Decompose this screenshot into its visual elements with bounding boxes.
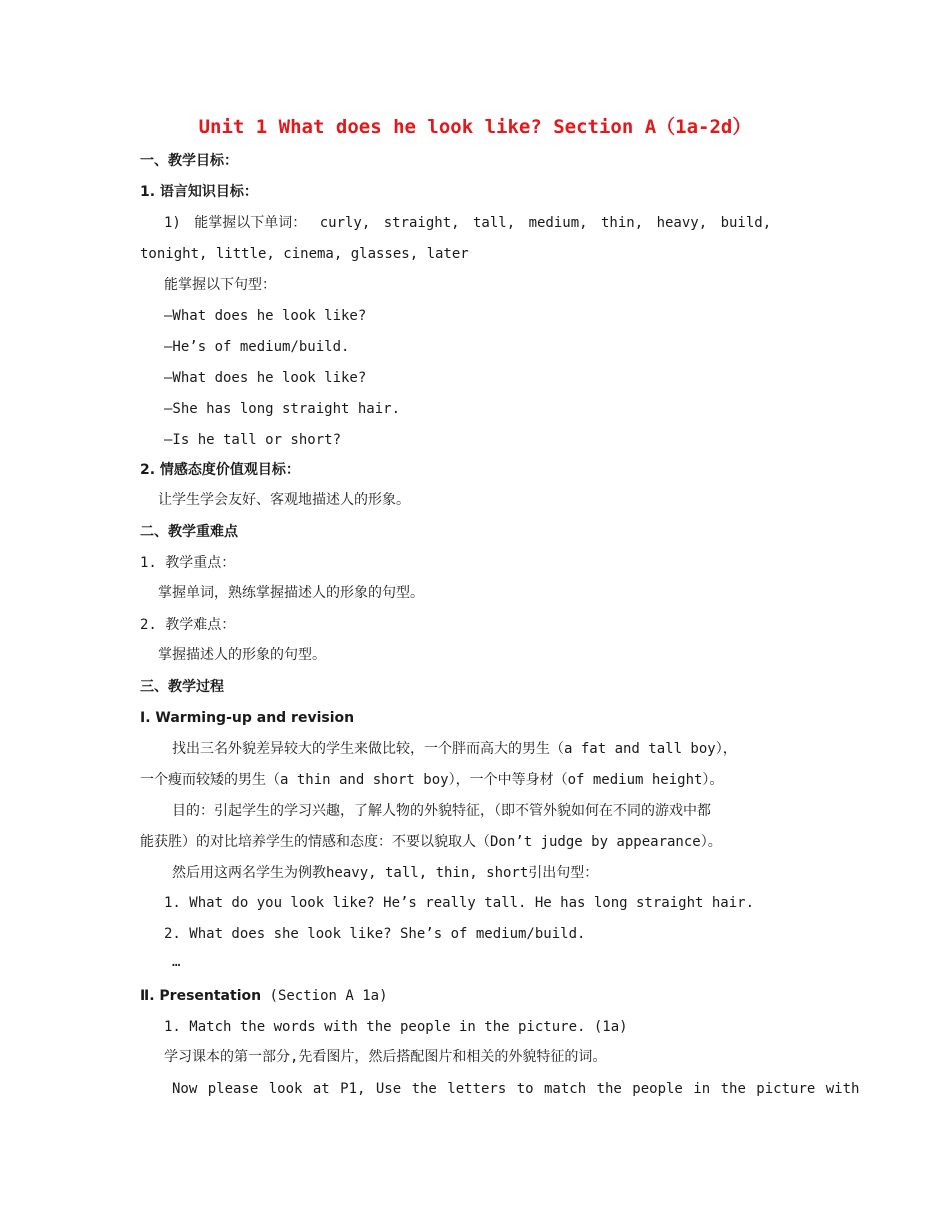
document-title: Unit 1 What does he look like? Section A（1a-2d）	[198, 116, 752, 138]
section-heading-process: 三、教学过程	[140, 679, 224, 695]
vocab-line-1: 1) 能掌握以下单词： curly, straight, tall, medium, thin, heavy, build,	[164, 215, 772, 231]
subheading-language-goals: 1. 语言知识目标：	[140, 184, 258, 200]
pattern-line: —She has long straight hair.	[164, 401, 401, 417]
step-heading-warming-up: Ⅰ. Warming-up and revision	[140, 710, 355, 726]
vocab-line-2: tonight, little, cinema, glasses, later	[140, 246, 469, 262]
paragraph-text: 能获胜）的对比培养学生的情感和态度：不要以貌取人（Don’t judge by appearance）。	[140, 834, 722, 850]
pattern-line: —He’s of medium/build.	[164, 339, 350, 355]
pattern-line: —Is he tall or short?	[164, 432, 342, 448]
paragraph-text: 目的：引起学生的学习兴趣，了解人物的外貌特征，（即不管外貌如何在不同的游戏中都	[172, 803, 711, 819]
example-sentence: 2. What does she look like? She’s of medium/build.	[164, 926, 586, 942]
pattern-line: —What does he look like?	[164, 308, 367, 324]
step-heading-presentation	[140, 986, 388, 1006]
example-sentence: 1. What do you look like? He’s really tall. He has long straight hair.	[164, 895, 755, 911]
paragraph-text: 掌握单词，熟练掌握描述人的形象的句型。	[158, 585, 424, 601]
section-heading-key-points: 二、教学重难点	[140, 524, 238, 540]
subheading-difficulty: 2. 教学难点：	[140, 617, 236, 633]
step-heading-note: (Section A 1a)	[261, 988, 388, 1004]
ellipsis: …	[172, 954, 181, 970]
sentence-patterns-label: 能掌握以下句型：	[164, 277, 276, 293]
paragraph-text: 掌握描述人的形象的句型。	[158, 647, 326, 663]
paragraph-text: 一个瘦而较矮的男生（a thin and short boy），一个中等身材（of medium height）。	[140, 772, 724, 788]
paragraph-text: 让学生学会友好、客观地描述人的形象。	[158, 492, 410, 508]
step-heading-label: Ⅱ. Presentation	[140, 988, 262, 1004]
subheading-focus: 1. 教学重点：	[140, 555, 236, 571]
section-heading-objectives: 一、教学目标：	[140, 153, 238, 169]
paragraph-text: 找出三名外貌差异较大的学生来做比较，一个胖而高大的男生（a fat and tall boy），	[172, 741, 737, 757]
paragraph-text: 学习课本的第一部分,先看图片，然后搭配图片和相关的外貌特征的词。	[164, 1049, 607, 1065]
instruction-line: 1. Match the words with the people in the picture. (1a)	[164, 1019, 628, 1035]
subheading-emotional-goals: 2. 情感态度价值观目标：	[140, 462, 300, 478]
paragraph-text: 然后用这两名学生为例教heavy, tall, thin, short引出句型：	[172, 865, 599, 881]
paragraph-text: Now please look at P1, Use the letters to match the people in the picture with	[172, 1081, 860, 1097]
pattern-line: —What does he look like?	[164, 370, 367, 386]
